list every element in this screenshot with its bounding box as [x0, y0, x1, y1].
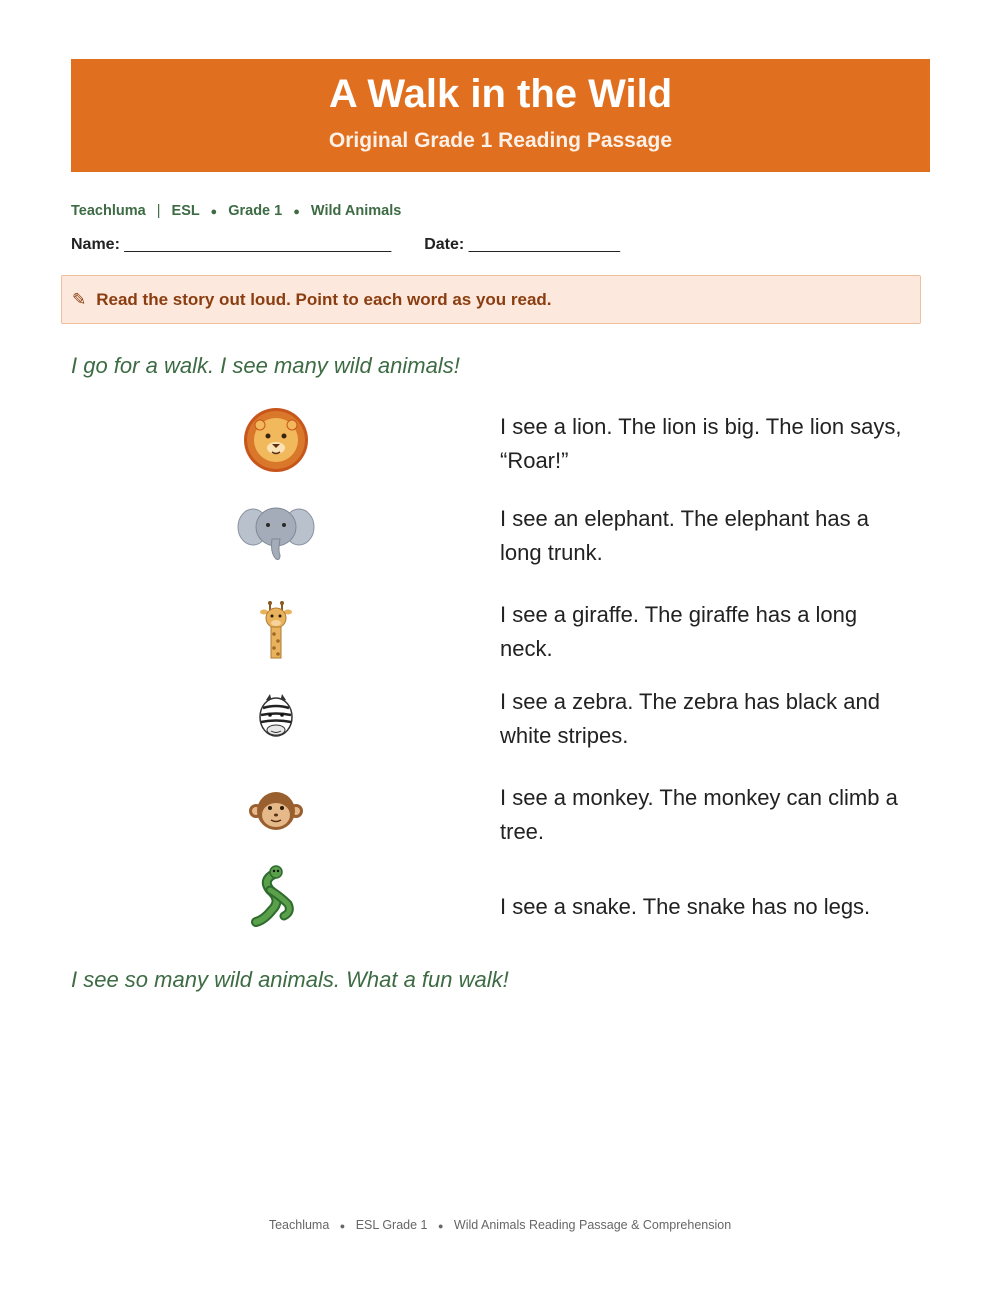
title-banner [71, 59, 930, 172]
story-intro: I go for a walk. I see many wild animals! [71, 353, 460, 378]
meta-tag-grade: Grade 1 [228, 203, 283, 219]
instruction-box [61, 275, 921, 324]
page-subtitle: Original Grade 1 Reading Passage [328, 129, 673, 152]
meta-line [71, 201, 401, 222]
animal-sentence: I see an elephant. The elephant has a long trunk. [500, 506, 869, 565]
animal-sentence: I see a monkey. The monkey can climb a tree. [500, 785, 898, 844]
animal-sentence: I see a lion. The lion is big. The lion says, “Roar!” [500, 414, 902, 473]
animal-sentence: I see a giraffe. The giraffe has a long neck. [500, 602, 858, 661]
meta-separator: | [156, 203, 161, 219]
brand-name: Teachluma [71, 203, 146, 219]
bullet-icon: ● [293, 206, 300, 218]
animal-sentence: I see a zebra. The zebra has black and white stripes. [500, 689, 880, 748]
date-label: Date: [424, 236, 465, 253]
footer-topic: Wild Animals Reading Passage & Comprehension [453, 1218, 732, 1232]
lion-icon [236, 405, 316, 475]
meta-tag-level: ESL [171, 203, 200, 219]
name-date-row [71, 234, 620, 256]
bullet-icon: ● [210, 206, 218, 218]
instruction-text: Read the story out loud. Point to each word as you read. [96, 289, 552, 309]
monkey-icon [236, 777, 316, 847]
page-title: A Walk in the Wild [328, 72, 673, 116]
story-outro: I see so many wild animals. What a fun walk! [71, 967, 509, 992]
animal-sentence: I see a snake. The snake has no legs. [500, 894, 871, 919]
footer-level: ESL Grade 1 [355, 1218, 428, 1232]
giraffe-icon [236, 598, 316, 668]
footer-brand: Teachluma [268, 1218, 330, 1232]
zebra-icon [236, 690, 316, 760]
date-field[interactable]: _________________ [468, 236, 620, 253]
name-label: Name: [71, 236, 120, 253]
elephant-icon [236, 497, 316, 567]
page-footer [0, 1218, 1000, 1232]
bullet-icon: ● [339, 1221, 346, 1231]
meta-tag-topic: Wild Animals [310, 203, 402, 219]
name-field[interactable]: ______________________________ [124, 236, 392, 253]
pencil-icon: ✎ [72, 289, 87, 309]
snake-icon [236, 862, 316, 932]
bullet-icon: ● [438, 1221, 444, 1231]
